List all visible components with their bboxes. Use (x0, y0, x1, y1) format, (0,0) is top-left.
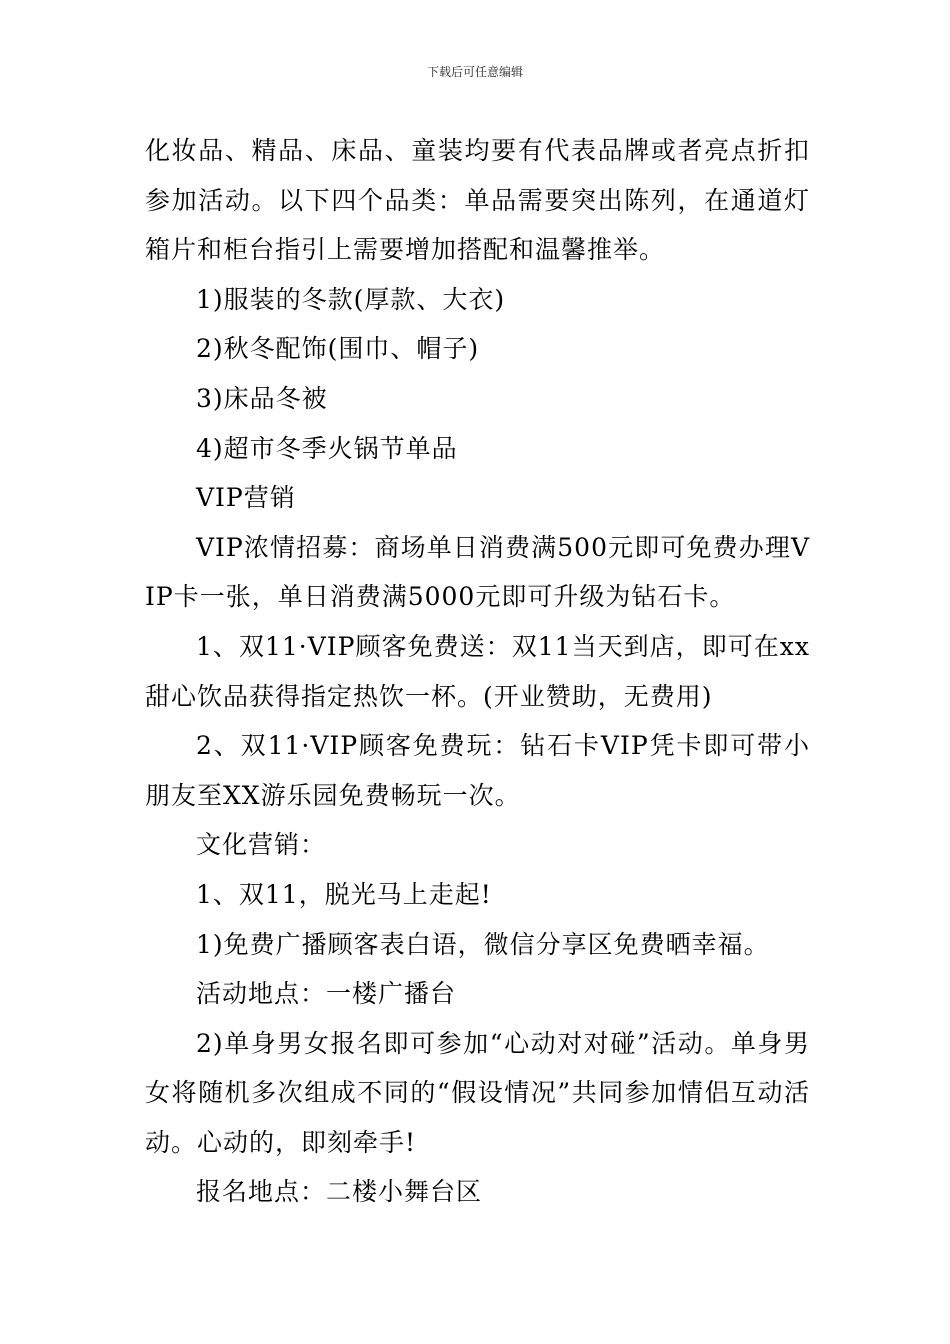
list-item-accessories: 2)秋冬配饰(围巾、帽子) (196, 334, 480, 364)
paragraph-location-stage: 报名地点：二楼小舞台区 (196, 1177, 483, 1207)
paragraph-singles-event: 2)单身男女报名即可参加“心动对对碰”活动。单身男女将随机多次组成不同的“假设情况”共同参加情侣互动活动。心动的，即刻牵手! (145, 1028, 810, 1157)
paragraph-vip-free-play: 2、双11·VIP顾客免费玩：钻石卡VIP凭卡即可带小朋友至XX游乐园免费畅玩一次。 (145, 731, 810, 810)
list-item-winter-clothing: 1)服装的冬款(厚款、大衣) (196, 284, 506, 314)
section-heading-culture: 文化营销： (196, 830, 327, 860)
page-header-note: 下载后可任意编辑 (426, 65, 523, 79)
document-body (145, 126, 810, 1217)
list-item-hotpot: 4)超市冬季火锅节单品 (196, 433, 458, 463)
paragraph-location-broadcast: 活动地点：一楼广播台 (196, 979, 457, 1009)
paragraph-vip-free-drink: 1、双11·VIP顾客免费送：双11当天到店，即可在xx甜心饮品获得指定热饮一杯。(开业赞助，无费用) (145, 631, 810, 711)
section-heading-vip: VIP营销 (196, 483, 296, 513)
paragraph-intro: 化妆品、精品、床品、童装均要有代表品牌或者亮点折扣参加活动。以下四个品类：单品需要突出陈列，在通道灯箱片和柜台指引上需要增加搭配和温馨推举。 (145, 136, 810, 265)
paragraph-double11-slogan: 1、双11，脱光马上走起! (196, 879, 492, 909)
list-item-bedding: 3)床品冬被 (196, 383, 328, 413)
paragraph-broadcast: 1)免费广播顾客表白语，微信分享区免费晒幸福。 (196, 929, 770, 959)
paragraph-vip-recruit: VIP浓情招募：商场单日消费满500元即可免费办理VIP卡一张，单日消费满5000元即可升级为钻石卡。 (145, 532, 810, 612)
